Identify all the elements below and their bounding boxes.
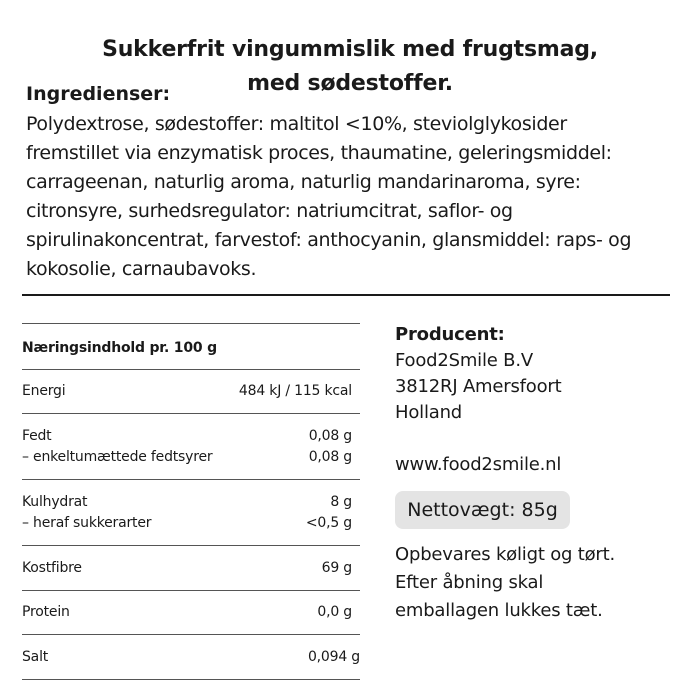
row-label: Salt (22, 649, 49, 665)
producer-website: www.food2smile.nl (395, 454, 562, 475)
table-rule (22, 413, 360, 414)
row-value: <0,5 g (305, 515, 352, 531)
ingredients-heading: Ingredienser: (26, 83, 171, 105)
table-row (22, 602, 352, 622)
table-rule (22, 545, 360, 546)
ingredients-line: Polydextrose, sødestoffer: maltitol <10%, steviolglykosider (26, 113, 567, 135)
ingredients-line: fremstillet via enzymatisk proces, thaumatine, geleringsmiddel: (26, 142, 612, 164)
table-rule (22, 323, 360, 324)
nutrition-heading (22, 338, 352, 358)
row-label: – heraf sukkerarter (22, 515, 152, 531)
row-label: Kostfibre (22, 560, 82, 576)
section-divider (22, 294, 670, 296)
row-value: 0,08 g (308, 449, 352, 465)
table-rule (22, 590, 360, 591)
storage-instructions (395, 541, 615, 625)
table-row (22, 426, 352, 446)
net-weight-badge: Nettovægt: 85g (395, 491, 570, 529)
storage-line: emballagen lukkes tæt. (395, 600, 603, 621)
row-label: Kulhydrat (22, 494, 88, 510)
producer-name: Food2Smile B.V (395, 350, 533, 371)
producer-country: Holland (395, 402, 463, 423)
ingredients-line: citronsyre, surhedsregulator: natriumcitrat, saflor- og (26, 200, 513, 222)
table-rule (22, 369, 360, 370)
producer-address: 3812RJ Amersfoort (395, 376, 562, 397)
table-row (22, 381, 352, 401)
row-value: 0,0 g (317, 604, 352, 620)
row-label: – enkeltumættede fedtsyrer (22, 449, 213, 465)
ingredients-text (26, 110, 676, 284)
table-row (22, 647, 360, 667)
table-row (22, 558, 352, 578)
table-rule (22, 679, 360, 680)
row-value: 0,094 g (307, 649, 360, 665)
ingredients-line: kokosolie, carnaubavoks. (26, 258, 257, 280)
product-title-line-2: med sødestoffer. (247, 71, 453, 96)
row-label: Fedt (22, 428, 52, 444)
table-row (22, 513, 352, 533)
table-row (22, 447, 352, 467)
row-label: Protein (22, 604, 70, 620)
ingredients-line: spirulinakoncentrat, farvestof: anthocyanin, glansmiddel: raps- og (26, 229, 632, 251)
table-row (22, 492, 352, 512)
row-value: 69 g (321, 560, 352, 576)
table-rule (22, 634, 360, 635)
row-value: 8 g (330, 494, 352, 510)
row-value: 484 kJ / 115 kcal (238, 383, 352, 399)
ingredients-line: carrageenan, naturlig aroma, naturlig mandarinaroma, syre: (26, 171, 581, 193)
row-value: 0,08 g (308, 428, 352, 444)
table-rule (22, 479, 360, 480)
producer-block (395, 322, 561, 426)
storage-line: Opbevares køligt og tørt. (395, 544, 616, 565)
product-title-line-1: Sukkerfrit vingummislik med frugtsmag, (102, 37, 598, 62)
row-label: Energi (22, 383, 66, 399)
producer-heading: Producent: (395, 324, 505, 345)
nutrition-heading-label: Næringsindhold pr. 100 g (22, 340, 217, 356)
storage-line: Efter åbning skal (395, 572, 544, 593)
